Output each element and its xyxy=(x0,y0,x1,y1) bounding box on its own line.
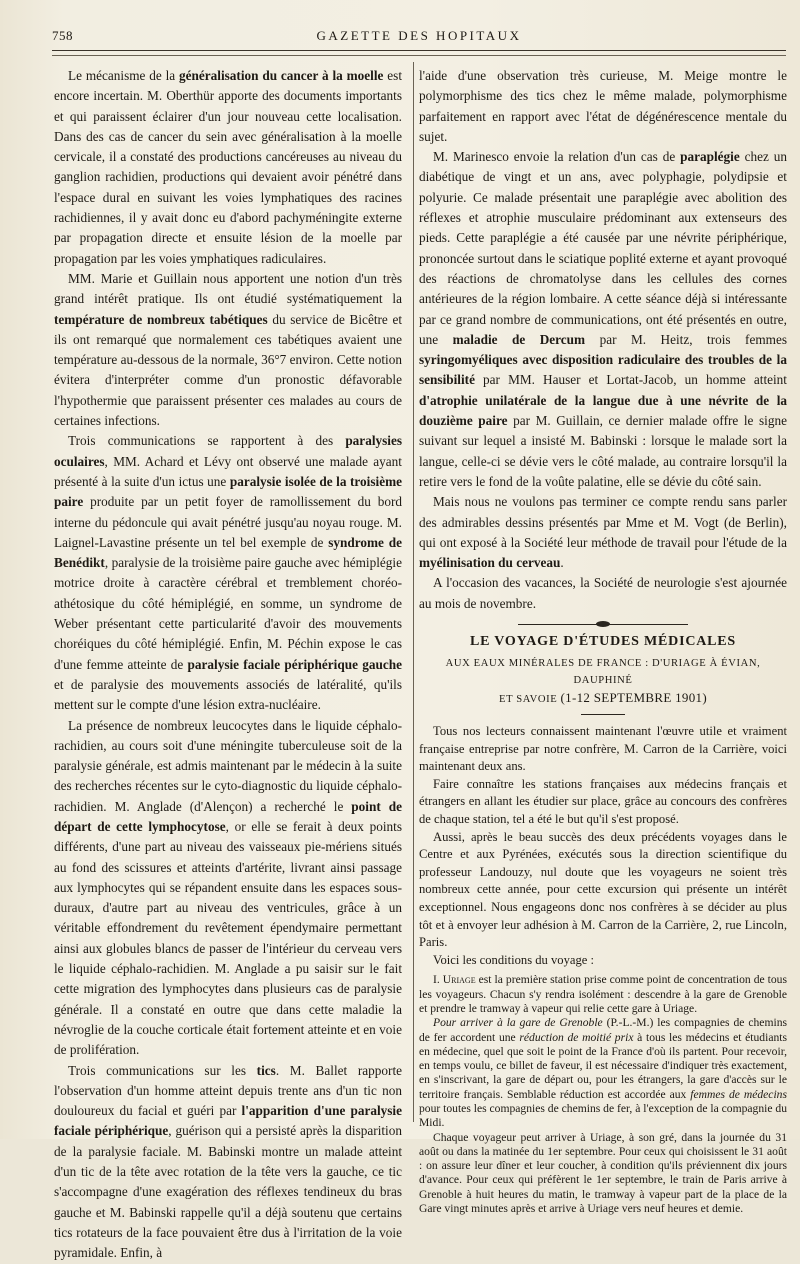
article-body xyxy=(419,723,787,969)
paragraph: l'aide d'une observation très curieuse, M. Meige montre le polymorphisme des tics chez le même malade, polymorphisme parfaitement en rapport avec l'état de dégénérescence mentale du sujet. xyxy=(419,68,787,144)
page-number: 758 xyxy=(52,28,73,43)
travel-conditions xyxy=(419,973,787,1216)
paragraph: Le mécanisme de la généralisation du cancer à la moelle est encore incertain. M. Oberthür apporte des documents importants et qui paraissent éclairer d'un jour nouveau cette localisation. Dans des cas de cancer du sein avec généralisation à la moelle cervicale, il a constaté des productions cancéreuses au niveau du ganglion rachidien, productions qui devaient avoir pénétré dans l'espace dural en suivant les voies lymphatiques des racines rachidiennes, il y avait donc eu d'abord pachyméningite externe par propagation directe et ensuite lésion de la moelle par propagation par les voies ymphatiques radiculaires. xyxy=(54,68,402,266)
section-title: LE VOYAGE D'ÉTUDES MÉDICALES xyxy=(469,634,737,650)
paragraph: I. Uriage est la première station prise comme point de concentration de tous les voyageurs. Chacun s'y rendra isolément : descendre à la gare de Grenoble et prendre le tramway à vapeur qui relie cette gare à Uriage. xyxy=(419,973,787,1015)
paragraph: La présence de nombreux leucocytes dans le liquide céphalo-rachidien, au cours soit d'une méningite tuberculeuse soit de la paralysie générale, est admis maintenant par le médecin à la suite des recherches récentes sur le cyto-diagnostic du liquide céphalo-rachidien. M. Anglade (d'Alençon) a recherché le point de départ de cette lymphocytose, or elle se ferait à deux points différents, d'une part au niveau des vaisseaux pie-mériens situés au fond des scissures et atteints d'artérite, livrant ainsi passage aux lymphocytes qui se répandent ensuite dans les espaces sous-duraux, d'autre part au niveau des ventricules, grâce à un véritable effondrement du revêtement épendymaire permettant ainsi aux globules blancs de passer de l'intérieur du cerveau vers le liquide céphalo-rachidien. M. Anglade a pu saisir sur le fait cette migration des lymphocytes dans plusieurs cas de paralysie générale. Il a constaté en outre que dans cette maladie la névroglie de la couche corticale était fortement atteinte et en voie de prolifération. xyxy=(54,717,402,1058)
paragraph: Pour arriver à la gare de Grenoble (P.-L.-M.) les compagnies de chemins de fer accordent une réduction de moitié prix à tous les médecins et étudiants en médecine, quel que soit le point de la France d'où ils partent. Pour recevoir, en temps voulu, ce billet de faveur, il est nécessaire d'indiquer très exactement, en s'inscrivant, la gare de départ ou, pour les étrangers, la gare d'accès sur le territoire français. Semblable réduction est accordée aux femmes de médecins pour toutes les compagnies de chemins de fer, à l'exception de la compagnie du Midi. xyxy=(419,1016,787,1130)
journal-title: GAZETTE DES HOPITAUX xyxy=(316,28,522,43)
paragraph: A l'occasion des vacances, la Société de neurologie s'est ajournée au mois de novembre. xyxy=(419,575,787,611)
section-subtitle: AUX EAUX MINÉRALES DE FRANCE : D'URIAGE À ÉVIAN, DAUPHINÉ ET SAVOIE (1-12 SEPTEMBRE 1901) xyxy=(445,658,761,706)
page-header xyxy=(52,28,786,48)
paragraph: Chaque voyageur peut arriver à Uriage, à son gré, dans la journée du 31 août ou dans la matinée du 1er septembre. Pour ceux qui choisissent le 31 août : on assure leur dîner et leur coucher, à condition qu'ils préviennent dix jours d'avance. Pour ceux qui préfèrent le 1er septembre, le train de Paris arrive à Grenoble à huit heures du matin, le tramway à vapeur part de la place de la Gare vingt minutes après et arrive à Uriage vers neuf heures et demie. xyxy=(419,1130,787,1216)
paragraph: Tous nos lecteurs connaissent maintenant l'œuvre utile et vraiment française entreprise par notre confrère, M. Carron de la Carrière, voici maintenant deux ans. xyxy=(419,724,787,774)
paragraph: Voici les conditions du voyage : xyxy=(433,952,595,967)
section-date: (1-12 SEPTEMBRE 1901) xyxy=(560,690,707,706)
paragraph: Mais nous ne voulons pas terminer ce compte rendu sans parler des admirables dessins présentés par Mme et M. Vogt (de Berlin), qui ont exposé à la Société leur méthode de travail pour l'étude de la myélinisation du cerveau. xyxy=(419,494,787,571)
right-column xyxy=(419,66,787,1216)
column-divider xyxy=(413,62,414,1122)
header-rule xyxy=(52,50,786,51)
section-separator xyxy=(518,621,688,627)
section-rule xyxy=(581,714,625,715)
left-column xyxy=(54,66,402,1264)
paragraph: Trois communications sur les tics. M. Ballet rapporte l'observation d'un homme atteint depuis trente ans d'un tic non douloureux du facial et guéri par l'apparition d'une paralysie faciale périphérique, guérison qui a persisté après la disparition de la paralysie faciale. M. Babinski montre un malade atteint d'un tic de la tête avec rotation de la tête vers la gauche, ce tic s'accompagne d'une exagération des réflexes tendineux du bras gauche et M. Babinski rappelle qu'il a déjà soutenu que certains tics rotateurs de la face pouvaient être dus à l'irritation de la voie pyramidale. Enfin, à xyxy=(54,1062,403,1261)
paragraph: Trois communications se rapportent à des paralysies oculaires, MM. Achard et Lévy ont observé une malade ayant présenté à la suite d'un ictus une paralysie isolée de la troisième paire produite par un petit foyer de ramollissement du bord interne du pédoncule qui avait pénétré jusqu'au noyau rouge. M. Laignel-Lavastine présente un tel bel exemple de syndrome de Benédikt, paralysie de la troisième paire gauche avec hémiplégie motrice droite à caractère cérébral et tremblement choréo-athétosique du côté hémiplégié, en somme, un syndrome de Weber présentant cette particularité d'avoir des mouvements choréiques du côté hémiplégié. Enfin, M. Péchin expose le cas d'une femme atteinte de paralysie faciale périphérique gauche et de paralysie des mouvements associés de latéralité, qu'ils mettent sur le compte d'une lésion extra-nucléaire. xyxy=(54,433,403,713)
paragraph: Faire connaître les stations françaises aux médecins français et étrangers en allant les étudier sur place, grâce au concours des confrères de chaque station, tel a été le but qu'il s'est proposé. xyxy=(419,776,787,826)
paragraph: Aussi, après le beau succès des deux précédents voyages dans le Centre et aux Pyrénées, exécutés sous la direction scientifique du professeur Landouzy, nul doute que les voyageurs ne soient très nombreux cette année, pour cette excursion qui présente un intérêt exceptionnel. Nous engageons donc nos confrères à se décider au plus tôt et à envoyer leur adhésion à M. Carron de la Carrière, 2, rue Lincoln, Paris. xyxy=(419,829,787,950)
header-rule-secondary xyxy=(52,55,786,56)
paragraph: M. Marinesco envoie la relation d'un cas de paraplégie chez un diabétique de vingt et un ans, avec polyphagie, polydipsie et polyurie. Ce malade présentait une paraplégie avec abolition des réflexes et atrophie musculaire prédominant aux extenseurs des pieds. Cette paraplégie a été causée par une névrite périphérique, prononcée surtout dans le sciatique poplité externe et ayant provoqué des réactions de chromatolyse dans les cellules des cornes antérieures de la région lombaire. A cette séance déjà si intéressante par ce grand nombre de communications, ont été présentés en outre, une maladie de Dercum par M. Heitz, trois femmes syringomyéliques avec disposition radiculaire des troubles de la sensibilité par MM. Hauser et Lortat-Jacob, un homme atteint d'atrophie unilatérale de la langue due à une névrite de la douzième paire par M. Guillain, ce dernier malade offre le signe suivant sur lequel a insisté M. Babinski : lorsque le malade sort la langue, celle-ci se dévie vers le côté malade, au contraire lorsqu'il la retire vers le fond de la voûte palatine, elle se dévie du côté sain. xyxy=(419,149,787,489)
paragraph: MM. Marie et Guillain nous apportent une notion d'un très grand intérêt pratique. Ils ont étudié systématiquement la température de nombreux tabétiques du service de Bicêtre et ils ont remarqué que normalement ces tabétiques avaient une température au-dessous de la normale, 36°7 environ. Cette notion évitera d'interpréter comme d'un pronostic défavorable l'hypothermie que paraissent présenter ces malades au cours de certaines infections. xyxy=(54,270,403,429)
